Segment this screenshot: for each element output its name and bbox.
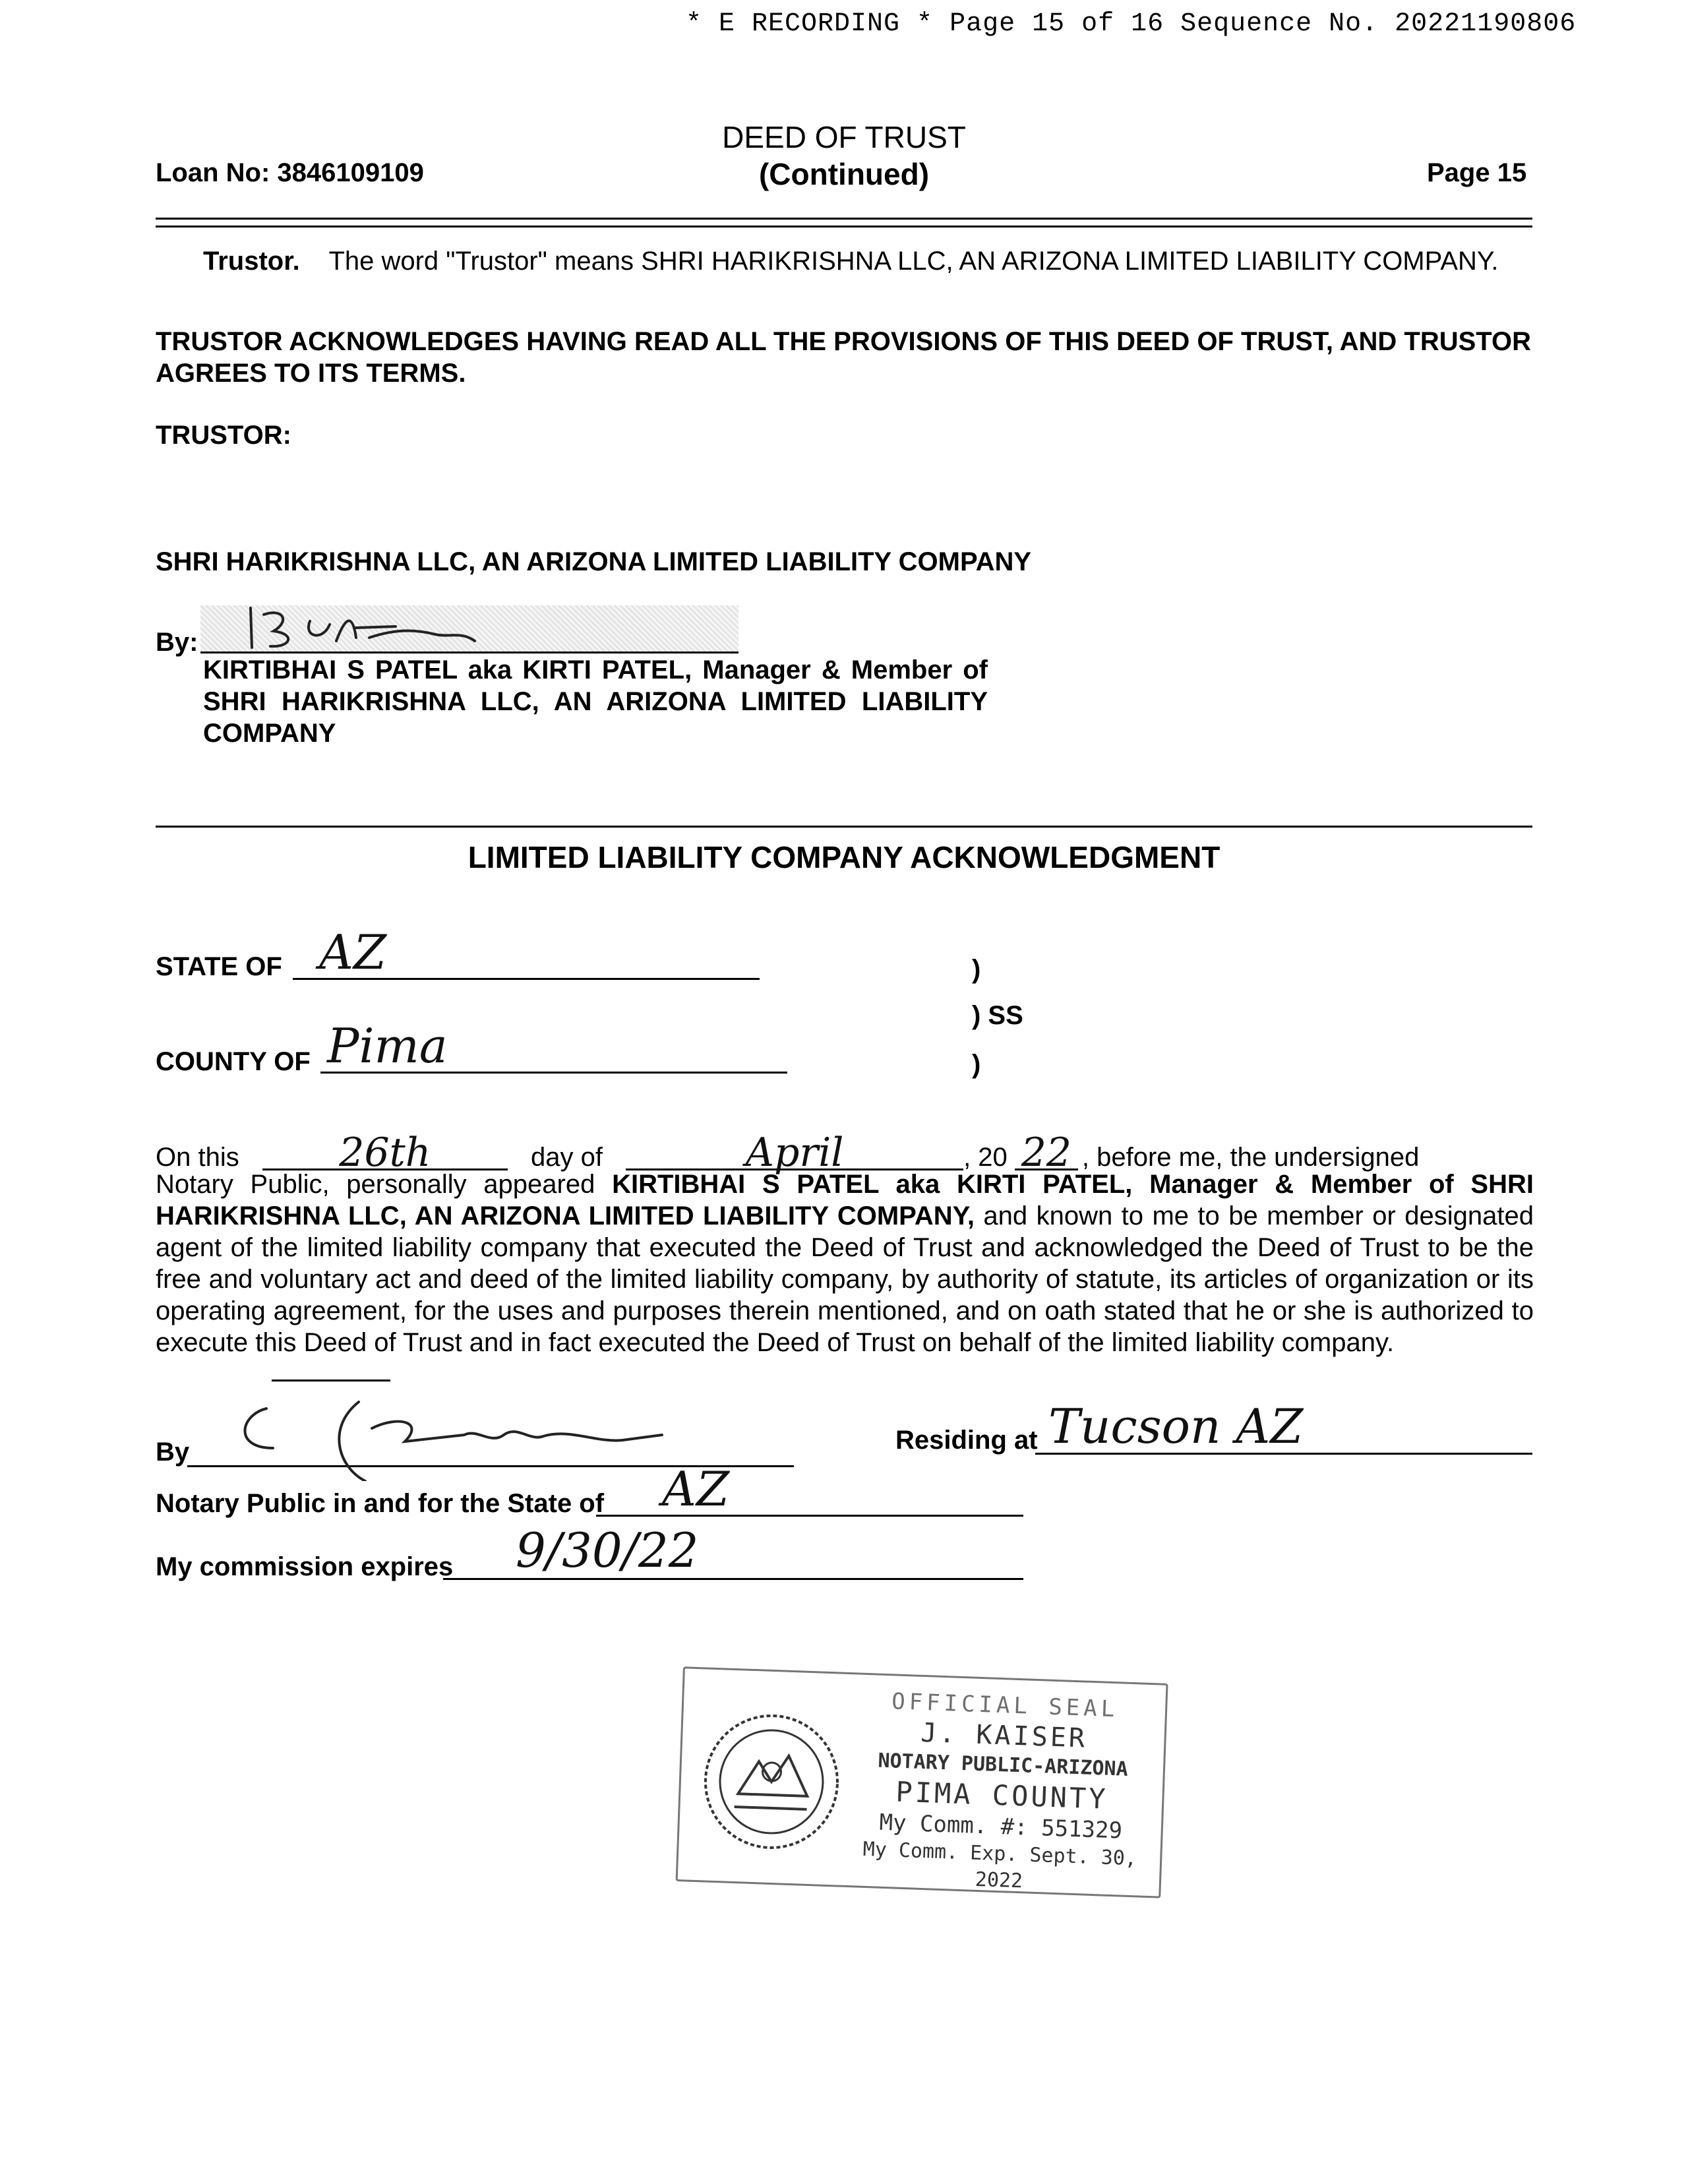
title-line-2: (Continued) [758,157,930,191]
by-label: By: [156,628,198,657]
commission-label: My commission expires [156,1552,454,1581]
trustor-signature-scribble [237,601,501,652]
document-title [659,119,1029,193]
commission-value: 9/30/22 [443,1521,1023,1580]
signature-area [200,605,738,653]
state-of-value: AZ [293,925,760,980]
day-of-label: day of [530,1143,603,1172]
notary-state-label: Notary Public in and for the State of [156,1489,605,1518]
section-divider [156,826,1532,828]
county-of-label: COUNTY OF [156,1047,311,1076]
notary-state-value: AZ [596,1461,1023,1517]
on-this-label: On this [156,1143,239,1172]
acknowledgment-title: LIMITED LIABILITY COMPANY ACKNOWLEDGMENT [467,840,1221,874]
strike-mark [272,1380,390,1381]
county-of-value: Pima [320,1018,787,1074]
trustor-definition [203,245,1532,277]
month-value: April [626,1137,963,1170]
year-prefix: , 20 [963,1143,1008,1172]
recording-header: * E RECORDING * Page 15 of 16 Sequence No. 20221190806 [686,9,1577,39]
residing-at-value: Tucson AZ [1035,1398,1532,1455]
ack-body-text-a: Notary Public, personally appeared [156,1170,613,1199]
seal-text [847,1685,1157,1899]
title-line-1: DEED OF TRUST [722,120,966,154]
year-value: 22 [1015,1137,1078,1170]
header-divider-1 [156,218,1532,220]
state-seal-icon [696,1707,847,1857]
seal-line-5: My Comm. #: 551329 [878,1809,1123,1844]
page-label: Page 15 [1427,158,1527,187]
venue-ss: ) SS [972,1001,1023,1030]
day-value: 26th [262,1137,508,1170]
loan-number: Loan No: 3846109109 [156,158,424,187]
trustor-label: TRUSTOR: [156,421,291,450]
ack-body-appearer: KIRTIBHAI S PATEL aka KIRTI PATEL, Manager & Member of SHRI HARIKRISHNA LLC, AN ARIZONA LIMITED LIABILITY COMPANY, [156,1170,1534,1230]
seal-line-2: J. KAISER [920,1717,1088,1754]
venue-paren-3: ) [972,1050,981,1079]
ack-body-paragraph [156,1168,1534,1358]
notary-seal [675,1666,1170,1901]
acknowledge-statement: TRUSTOR ACKNOWLEDGES HAVING READ ALL THE PROVISIONS OF THIS DEED OF TRUST, AND TRUSTOR AGREES TO ITS TERMS. [156,327,1532,388]
venue-paren-1: ) [972,955,981,984]
seal-line-6: My Comm. Exp. Sept. 30, 2022 [862,1837,1137,1893]
trustor-definition-text: The word "Trustor" means SHRI HARIKRISHNA LLC, AN ARIZONA LIMITED LIABILITY COMPANY. [328,247,1499,276]
header-divider-2 [156,226,1532,228]
seal-line-3: NOTARY PUBLIC-ARIZONA [877,1749,1129,1781]
notary-by-label: By [156,1438,190,1467]
ack-body-text-b: and known to me to be member or designated agent of the limited liability company that executed the Deed of Trust and acknowledged the Deed of Trust to be the free and voluntary act and deed of the limited liability company, by authority of statute, its articles of organization or its operating agreement, for the uses and purposes therein mentioned, and on oath stated that he or she is authorized to execute this Deed of Trust and in fact executed the Deed of Trust on behalf of the limited liability company. [156,1201,1534,1357]
seal-line-4: PIMA COUNTY [895,1775,1109,1815]
trustor-term: Trustor. [203,247,300,276]
before-me-text: , before me, the undersigned [1081,1143,1420,1172]
company-name: SHRI HARIKRISHNA LLC, AN ARIZONA LIMITED LIABILITY COMPANY [156,547,1032,576]
state-of-label: STATE OF [156,952,282,981]
seal-line-1: OFFICIAL SEAL [891,1688,1119,1723]
notary-signature-line [187,1411,794,1467]
residing-at-label: Residing at [895,1426,1038,1455]
signer-name: KIRTIBHAI S PATEL aka KIRTI PATEL, Manager & Member of SHRI HARIKRISHNA LLC, AN ARIZONA LIMITED LIABILITY COMPANY [203,655,988,748]
